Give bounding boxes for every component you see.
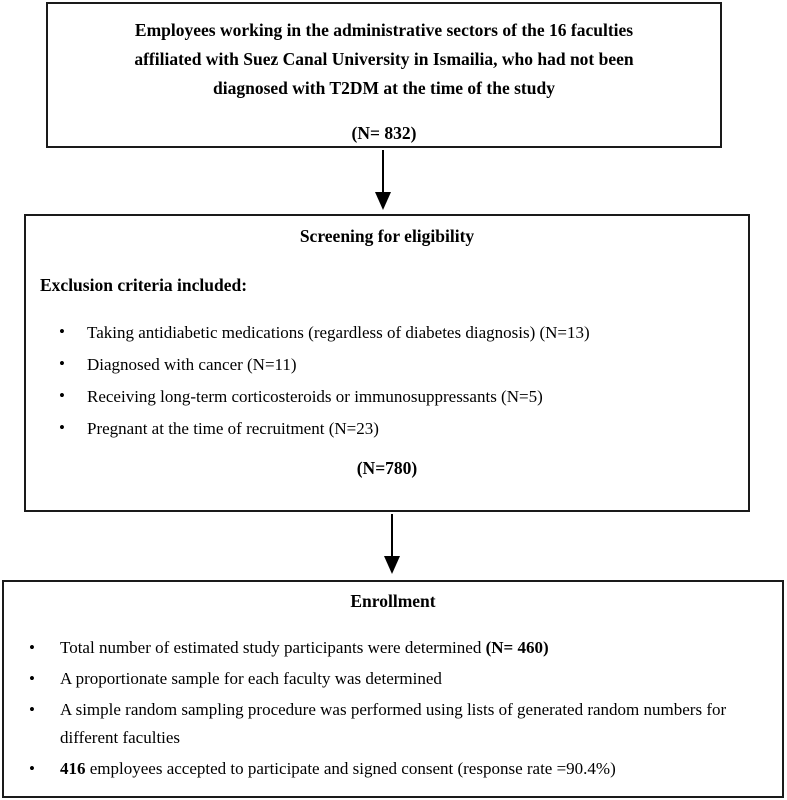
screening-box <box>24 214 750 512</box>
arrow-screening-to-enrollment-icon <box>377 514 407 581</box>
exclusion-criteria-subheading: Exclusion criteria included: <box>40 275 248 295</box>
list-item <box>4 634 770 662</box>
list-item-text: Total number of estimated study participants were determined <box>60 638 486 657</box>
source-population-title-line-1: Employees working in the administrative sectors of the 16 faculties <box>134 20 634 40</box>
list-item-emphasis: 416 <box>60 759 86 778</box>
list-item <box>4 755 770 783</box>
source-population-count: (N= 832) <box>351 123 417 143</box>
list-item <box>4 665 770 693</box>
list-item <box>4 696 770 752</box>
list-item: • Pregnant at the time of recruitment (N=23) <box>26 416 748 441</box>
list-item-emphasis: (N= 460) <box>485 638 549 657</box>
exclusion-criteria-list <box>26 320 748 441</box>
arrow-source-to-screening-icon <box>368 150 398 217</box>
list-item: • Receiving long-term corticosteroids or immunosuppressants (N=5) <box>26 384 748 409</box>
enrollment-list <box>4 634 782 783</box>
list-item-text-tail: employees accepted to participate and signed consent (response rate =90.4%) <box>85 759 616 778</box>
source-population-title-line-3: diagnosed with T2DM at the time of the study <box>213 78 555 98</box>
enrollment-box <box>2 580 784 798</box>
enrollment-heading: Enrollment <box>350 591 436 611</box>
source-population-box <box>46 2 722 148</box>
screening-count: (N=780) <box>356 458 418 478</box>
list-item: • Diagnosed with cancer (N=11) <box>26 352 748 377</box>
list-item-text: A proportionate sample for each faculty was determined <box>60 669 442 688</box>
screening-heading: Screening for eligibility <box>299 226 475 246</box>
source-population-title <box>64 16 704 103</box>
list-item-text: A simple random sampling procedure was performed using lists of generated random numbers for different faculties <box>60 700 727 747</box>
source-population-title-line-2: affiliated with Suez Canal University in Ismailia, who had not been <box>134 49 634 69</box>
list-item: • Taking antidiabetic medications (regardless of diabetes diagnosis) (N=13) <box>26 320 748 345</box>
